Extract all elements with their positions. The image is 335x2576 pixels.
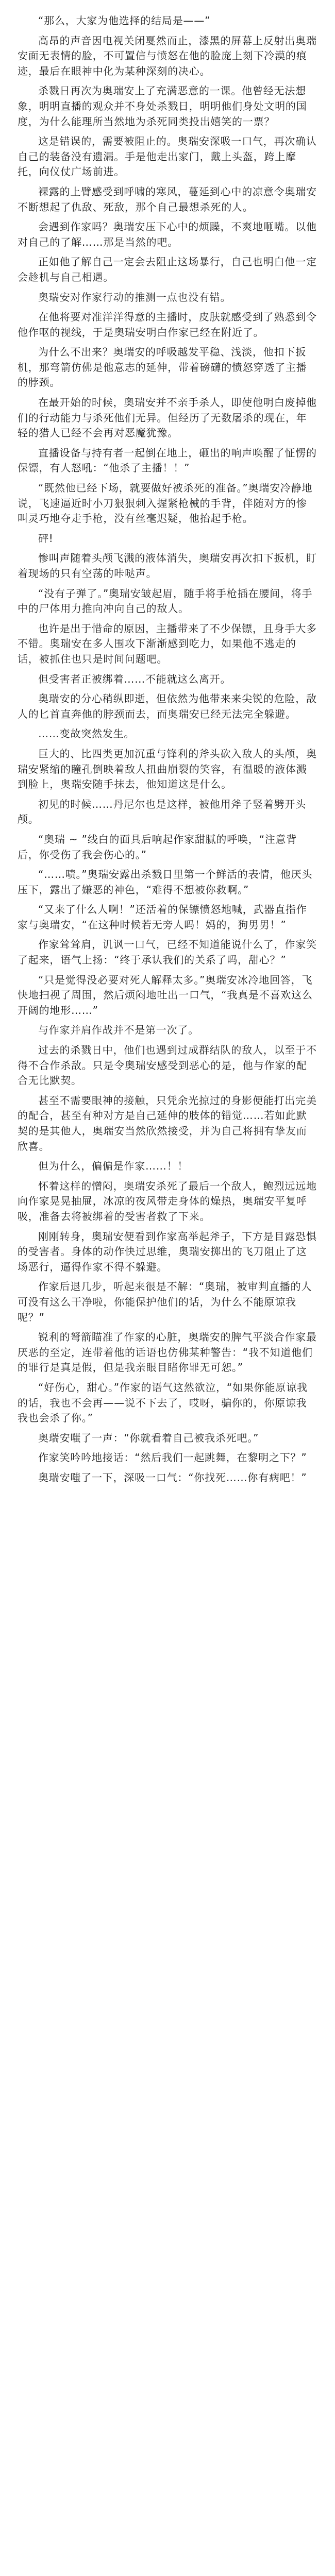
- story-paragraph: “那么，大家为他选择的结局是——”: [38, 14, 211, 27]
- story-paragraph: 作家耸耸肩，讥讽一口气，已经不知道能说什么了，作家笑了起来，语气上扬：“终于承认我们的关系了吗，甜心？”: [18, 938, 317, 967]
- story-paragraph: 与作家并肩作战并不是第一次了。: [38, 1024, 199, 1037]
- story-paragraph: 杀戮日再次为奥瑞安上了充满恶意的一课。他曾经无法想象，明明直播的观众并不身处杀戮日，明明他们身处文明的国度，为什么能理所当然地为杀死同类投出嬉笑的一票？: [18, 84, 307, 128]
- story-paragraph: “……啧。”奥瑞安露出杀戮日里第一个鲜活的表情，他厌头压下，露出了嫌恶的神色，“难得不想被你救啊。”: [18, 868, 313, 896]
- story-paragraph: 裸露的上臂感受到呼啸的寒风，蔓延到心中的凉意令奥瑞安不断想起了仇敌、死敌，那个自己最想杀死的人。: [18, 185, 317, 213]
- story-paragraph: 也许是出于惜命的原因，主播带来了不少保镖，且身手大多不错。奥瑞安在多人围攻下渐渐感到吃力，如果他不逃走的话，被抓住也只是时间问题吧。: [18, 622, 317, 665]
- story-paragraph: 在他将要对准洋洋得意的主播时，皮肤就感受到了熟悉到令他作呕的视线，于是奥瑞安明白作家已经在附近了。: [18, 311, 317, 338]
- story-paragraph: 会遇到作家吗？奥瑞安压下心中的烦躁，不爽地咂嘴。以他对自己的了解……那是当然的吧。: [18, 221, 317, 248]
- story-paragraph: 高昂的声音因电视关闭戛然而止，漆黑的屏幕上反射出奥瑞安面无表情的脸，不可置信与愤怒在他的脸庞上刻下冷漠的痕迹，最后在眼神中化为某种深刻的决心。: [18, 34, 317, 77]
- story-paragraph: “没有子弹了。”奥瑞安皱起眉，随手将手枪插在腰间，将手中的尸体用力推向冲向自己的敌人。: [18, 587, 313, 615]
- story-paragraph: 过去的杀戮日中，他们也遇到过成群结队的敌人，以至于不得不合作杀敌。只是令奥瑞安感受到恶心的是，他与作家的配合无比默契。: [18, 1044, 317, 1087]
- story-paragraph: 砰!: [38, 532, 54, 545]
- story-paragraph: 直播设备与持有者一起倒在地上，砸出的响声唤醒了怔愣的保镖，有人怒吼：“他杀了主播！！”: [18, 446, 317, 474]
- story-paragraph: ……变故突然发生。: [38, 727, 135, 740]
- story-paragraph: 刚刚转身，奥瑞安便看到作家高举起斧子，下方是目露恐惧的受害者。身体的动作快过思维，奥瑞安掷出的飞刀阻止了这场恶行，逼得作家不得不躲避。: [18, 1230, 317, 1273]
- story-paragraph: 惨叫声随着头颅飞溅的液体消失，奥瑞安再次扣下扳机，盯着现场的只有空荡的咔哒声。: [18, 552, 317, 580]
- story-paragraph: 作家笑吟吟地接话：“然后我们一起跳舞，在黎明之下？”: [38, 1451, 307, 1464]
- story-paragraph: 但为什么，偏偏是作家……！！: [38, 1160, 189, 1173]
- story-paragraph: “又来了什么人啊！”还活着的保镖愤怒地喊，武器直指作家与奥瑞安，“在这种时候若无旁人吗！妈的，狗男男！”: [18, 903, 307, 931]
- story-paragraph: 在最开始的时候，奥瑞安并不亲手杀人，即使他明白废掉他们的行动能力与杀死他们无异。但经历了无数屠杀的现在，年轻的猎人已经不会再对恶魔犹豫。: [18, 396, 317, 439]
- story-paragraph: 初见的时候……丹尼尔也是这样，被他用斧子竖着劈开头颅。: [18, 798, 306, 826]
- story-paragraph: 正如他了解自己一定会去阻止这场暴行，自己也明白他一定会趁机与自己相遇。: [18, 256, 317, 283]
- story-paragraph: “既然他已经下场，就要做好被杀死的准备。”奥瑞安冷静地说，飞速逼近时小刀狠狠刺入握紧枪械的手背，伴随对方的惨叫灵巧地夺走手枪，没有丝毫迟疑，他抬起手枪。: [18, 482, 313, 525]
- story-paragraph: “奥瑞 ~ ”线白的面具后响起作家甜腻的呼唤，“注意背后，你受伤了我会伤心的。”: [18, 833, 297, 861]
- story-paragraph: “只是觉得没必要对死人解释太多。”奥瑞安冰冷地回答，飞快地扫视了周围，然后烦闷地吐出一口气，“我真是不喜欢这么开阔的地形……”: [18, 973, 313, 1016]
- story-paragraph: “好伤心，甜心。”作家的语气这然欲泣，“如果你能原谅我的话，我也不会再——说不下去了，哎呀，骗你的，你原谅我我也会杀了你。”: [18, 1381, 308, 1425]
- story-paragraph: 奥瑞安嗤了一声：“你就看着自己被我杀死吧。”: [38, 1431, 259, 1444]
- story-paragraph: 作家后退几步，听起来很是不解：“奥瑞，被审判直播的人可没有这么干净啦，你能保护他们的话，为什么不能原谅我呢？”: [18, 1280, 312, 1324]
- story-paragraph: 奥瑞安对作家行动的推测一点也没有错。: [38, 291, 231, 303]
- story-text: [18, 13, 317, 1485]
- story-paragraph: 甚至不需要眼神的接触，只凭余光掠过的身影便能打出完美的配合，甚至有种对方是自己延伸的肢体的错觉……若如此默契的是其他人，奥瑞安当然欣然接受，并为自己将拥有挚友而欣喜。: [18, 1094, 317, 1153]
- story-paragraph: 锐利的弩箭瞄准了作家的心脏，奥瑞安的脾气平淡合作家最厌恶的至定，连带着他的话语也仿佛某种警告：“我不知道他们的罪行是真是假，但是我亲眼目睹你罪无可恕。”: [18, 1331, 317, 1374]
- story-paragraph: 巨大的、比四类更加沉重与锋利的斧头砍入敌人的头颅，奥瑞安紧缩的瞳孔倒映着敌人扭曲崩裂的笑容，有温暖的液体溅到脸上，奥瑞安随手抹去，他知道这是什么。: [18, 747, 317, 791]
- story-paragraph: 怀着这样的憎闷，奥瑞安杀死了最后一个敌人，鲍烈远远地向作家晃晃抽屉，冰凉的夜风带走身体的燥热，奥瑞安平复呼吸，准备去将被绑着的受害者救了下来。: [18, 1179, 317, 1223]
- story-paragraph: 为什么不出来？奥瑞安的呼吸越发平稳、浅淡，他扣下扳机，那弯箭仿佛是他意志的延伸，带着磅礴的愤怒穿透了主播的脖颈。: [18, 346, 307, 389]
- story-paragraph: 奥瑞安嗤了一下，深吸一口气：“你找死……你有病吧！”: [38, 1471, 307, 1484]
- story-paragraph: 但受害者正被绑着……不能就这么离开。: [38, 672, 231, 685]
- story-paragraph: 这是错误的，需要被阻止的。奥瑞安深吸一口气，再次确认自己的装备没有遗漏。手是他走出家门，戴上头盔，跨上摩托，向仪仗广场前进。: [18, 135, 317, 178]
- story-paragraph: 奥瑞安的分心稍纵即逝，但依然为他带来来尖锐的危险，敌人的匕首直奔他的脖颈而去，而奥瑞安已经无法完全躲避。: [18, 692, 317, 720]
